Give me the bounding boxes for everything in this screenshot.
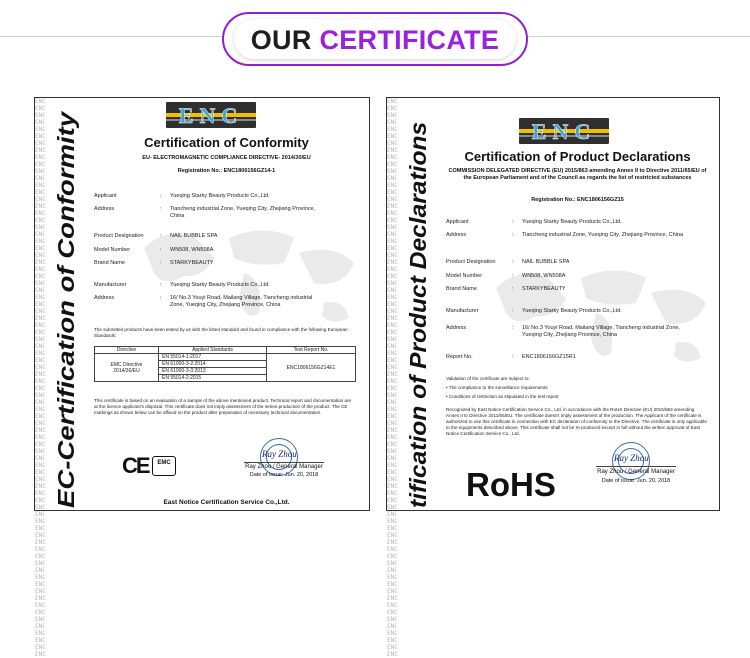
validation-intro: Validation of the certificate are subject to: — [446, 376, 530, 381]
enc-logo-text: ENC — [531, 119, 597, 144]
applicant-value: Yueqing Starky Beauty Products Co.,Ltd. — [522, 219, 622, 225]
standards-table — [94, 346, 356, 382]
tested-note: The submitted products have been tested by us with the listed standard and found in compliance with the following European Standards: — [94, 327, 348, 338]
product-value: NAIL BUBBLE SPA — [170, 233, 218, 239]
side-title-vertical — [48, 98, 82, 510]
product-label: Product Designation — [446, 259, 496, 265]
page-title — [224, 25, 526, 56]
address2-label: Address — [446, 325, 467, 331]
table-header-standards: Applied Standards — [159, 347, 267, 354]
address-value: Tiancheng industrial Zone, Yueqing City, Zhejiang Province, China — [170, 206, 316, 219]
header-divider-left — [0, 36, 222, 37]
address2-value: 16/ No.3 Youyi Road, Mailang Village, Tiancheng industrial Zone, Yueqing City, Zhejiang Province, China — [170, 295, 313, 308]
emc-mark: EMC — [152, 456, 176, 476]
certificate-of-conformity — [34, 97, 370, 658]
manufacturer-label: Manufacturer — [446, 308, 479, 314]
side-title-text: EC-Certification of Conformity — [52, 178, 80, 509]
side-title-text: tification of Product Declarations — [404, 148, 432, 509]
issue-date: Date of issue: Jun. 20, 2018 — [601, 478, 671, 484]
validation-item-1: • The compliance to the surveillance requirements — [446, 385, 548, 390]
details-block: Applicant : Yueqing Starky Beauty Products Co.,Ltd. Address : Tiancheng industrial Zone, Yueqing City, Zhejiang Province, China Product Designation : NAIL BUBBLE SPA Model Number : WN508, WN508A Brand Name : STARKYBEAUTY Manufacturer : Yueqing Starky Beauty Products Co.,Ltd. Address : 16/ No.3 Youyi Road, Mailang Village, Tiancheng industrial Zone, Yueqing City, Zhejiang Province, China — [94, 193, 364, 333]
signature: Ray Zhou — [262, 449, 297, 459]
title-word-certificate: CERTIFICATE — [319, 25, 500, 55]
certificate-subtitle: COMMISSION DELEGATED DIRECTIVE (EU) 2015/863 amending Annex II to Directive 2011/65/EU of the European Parliament and of the Council as regards the list of restricted substances — [448, 168, 707, 181]
table-standard-4: EN 55014-2:2015 — [159, 375, 267, 382]
manufacturer-value: Yueqing Starky Beauty Products Co.,Ltd. — [170, 282, 270, 288]
disclaimer-text: This certificate is based on an evaluation of a sample of the above mentioned product. Technical report and documentation are at the licence applicant's disposal. This certificate does not imply assessment of the series-production of the product. The CE markings as shown below can be affixed on the product after preparation of necessary technical documentation. — [94, 398, 352, 415]
enc-logo-text: ENC — [178, 103, 244, 128]
address-label: Address — [446, 232, 467, 238]
address2-label: Address — [94, 295, 115, 301]
table-standard-2: EN 61000-3-2:2014 — [159, 361, 267, 368]
enc-pattern-border: ENC ENC ENC ENC ENC ENC ENC ENC ENC ENC ENC ENC ENC ENC ENC ENC ENC ENC ENC ENC ENC ENC ENC ENC ENC ENC ENC ENC ENC ENC ENC ENC ENC ENC ENC ENC ENC ENC ENC ENC ENC ENC ENC ENC ENC ENC ENC ENC ENC ENC ENC ENC ENC ENC ENC ENC ENC ENC ENC ENC ENC ENC ENC ENC ENC ENC ENC ENC ENC ENC ENC ENC ENC ENC ENC ENC ENC ENC ENC ENC — [387, 98, 398, 658]
table-directive-cell: EMC Directive 2014/30/EU — [95, 354, 159, 382]
manufacturer-label: Manufacturer — [94, 282, 127, 288]
signer-name: Ray Zhou / General Manager — [245, 464, 323, 470]
signature: Ray Zhou — [614, 453, 649, 463]
enc-logo — [519, 118, 609, 144]
brand-label: Brand Name — [94, 260, 125, 266]
product-label: Product Designation — [94, 233, 144, 239]
enc-logo — [166, 102, 256, 128]
signature-line — [596, 466, 676, 467]
header-banner — [222, 12, 528, 66]
issuer-footer: East Notice Certification Service Co.,Ltd. — [163, 499, 290, 506]
recognition-text: Recognized by East Notice Certification Service Co., Ltd. in accordance with the RoHS Directive (EU) 2015/863 amending Annex II to Directive 2011/65/EU. The certificate doesn't imply assessment of the production. The Applicant of the certificate is authorized to use this certificate in connection with EC declaration of conformity to the Directive. The certificate is only applicable to the equipments described above. This certificate shall not be re-produced except in full without the written approval of East Notice Certification Service Co., Ltd. — [446, 407, 707, 436]
model-value: WN508, WN508A — [522, 273, 566, 279]
issue-date: Date of issue: Jun. 20, 2018 — [249, 472, 319, 478]
side-title-vertical — [400, 98, 434, 510]
table-header-report: Test Report No. — [267, 347, 356, 354]
model-label: Model Number — [446, 273, 483, 279]
address-label: Address — [94, 206, 115, 212]
certificate-subtitle: EU- ELECTROMAGNETIC COMPLIANCE DIRECTIVE- 2014/30/EU — [142, 155, 311, 161]
rohs-mark: RoHS — [466, 466, 556, 503]
table-report-cell: ENC1806156GZ14E1 — [267, 354, 356, 382]
registration-number: Registration No.: ENC1806156GZ14-1 — [177, 168, 276, 174]
table-standard-3: EN 61000-3-3:2013 — [159, 368, 267, 375]
enc-pattern-border: ENC ENC ENC ENC ENC ENC ENC ENC ENC ENC ENC ENC ENC ENC ENC ENC ENC ENC ENC ENC ENC ENC ENC ENC ENC ENC ENC ENC ENC ENC ENC ENC ENC ENC ENC ENC ENC ENC ENC ENC ENC ENC ENC ENC ENC ENC ENC ENC ENC ENC ENC ENC ENC ENC ENC ENC ENC ENC ENC ENC ENC ENC ENC ENC ENC ENC ENC ENC ENC ENC ENC ENC ENC ENC ENC ENC ENC ENC ENC ENC — [35, 98, 46, 658]
applicant-label: Applicant — [446, 219, 469, 225]
certificate-of-product-declarations — [386, 97, 720, 658]
table-header-directive: Directive — [95, 347, 159, 354]
table-standard-1: EN 55014-1:2017 — [159, 354, 267, 361]
registration-number: Registration No.: ENC1806156GZ15 — [531, 197, 624, 203]
title-word-our: OUR — [250, 25, 312, 55]
report-label: Report No. — [446, 354, 473, 360]
certificate-body — [436, 98, 719, 510]
brand-value: STARKYBEAUTY — [522, 286, 566, 292]
report-value: ENC1806156GZ15R1 — [522, 354, 576, 360]
certificate-title: Certification of Product Declarations — [464, 149, 691, 164]
applicant-label: Applicant — [94, 193, 117, 199]
applicant-value: Yueqing Starky Beauty Products Co.,Ltd. — [170, 193, 270, 199]
manufacturer-value: Yueqing Starky Beauty Products Co.,Ltd. — [522, 308, 622, 314]
address2-value: 16/ No.3 Youyi Road, Mailang Village, Tiancheng industrial Zone, Yueqing City, Zhejiang Province, China — [522, 325, 680, 338]
brand-label: Brand Name — [446, 286, 477, 292]
model-value: WN508, WN508A — [170, 247, 214, 253]
signer-name: Ray Zhou / General Manager — [597, 469, 675, 475]
signature-line — [244, 462, 324, 463]
header-divider-right — [528, 36, 750, 37]
brand-value: STARKYBEAUTY — [170, 260, 214, 266]
certificate-title: Certification of Conformity — [144, 135, 309, 150]
product-value: NAIL BUBBLE SPA — [522, 259, 570, 265]
address-value: Tiancheng industrial Zone, Yueqing City, Zhejiang Province, China — [522, 232, 684, 238]
certificate-body — [84, 98, 369, 510]
model-label: Model Number — [94, 247, 131, 253]
ce-mark: CE — [122, 453, 149, 478]
validation-item-2: • Conditions of restriction as stipulated in the test report — [446, 394, 559, 399]
details-block: Applicant : Yueqing Starky Beauty Products Co.,Ltd. Address : Tiancheng industrial Zone, Yueqing City, Zhejiang Province, China Product Designation : NAIL BUBBLE SPA Model Number : WN508, WN508A Brand Name : STARKYBEAUTY Manufacturer : Yueqing Starky Beauty Products Co.,Ltd. Address : 16/ No.3 Youyi Road, Mailang Village, Tiancheng industrial Zone, Yueqing City, Zhejiang Province, China Report No. : ENC1806156GZ15R1 — [446, 219, 716, 359]
